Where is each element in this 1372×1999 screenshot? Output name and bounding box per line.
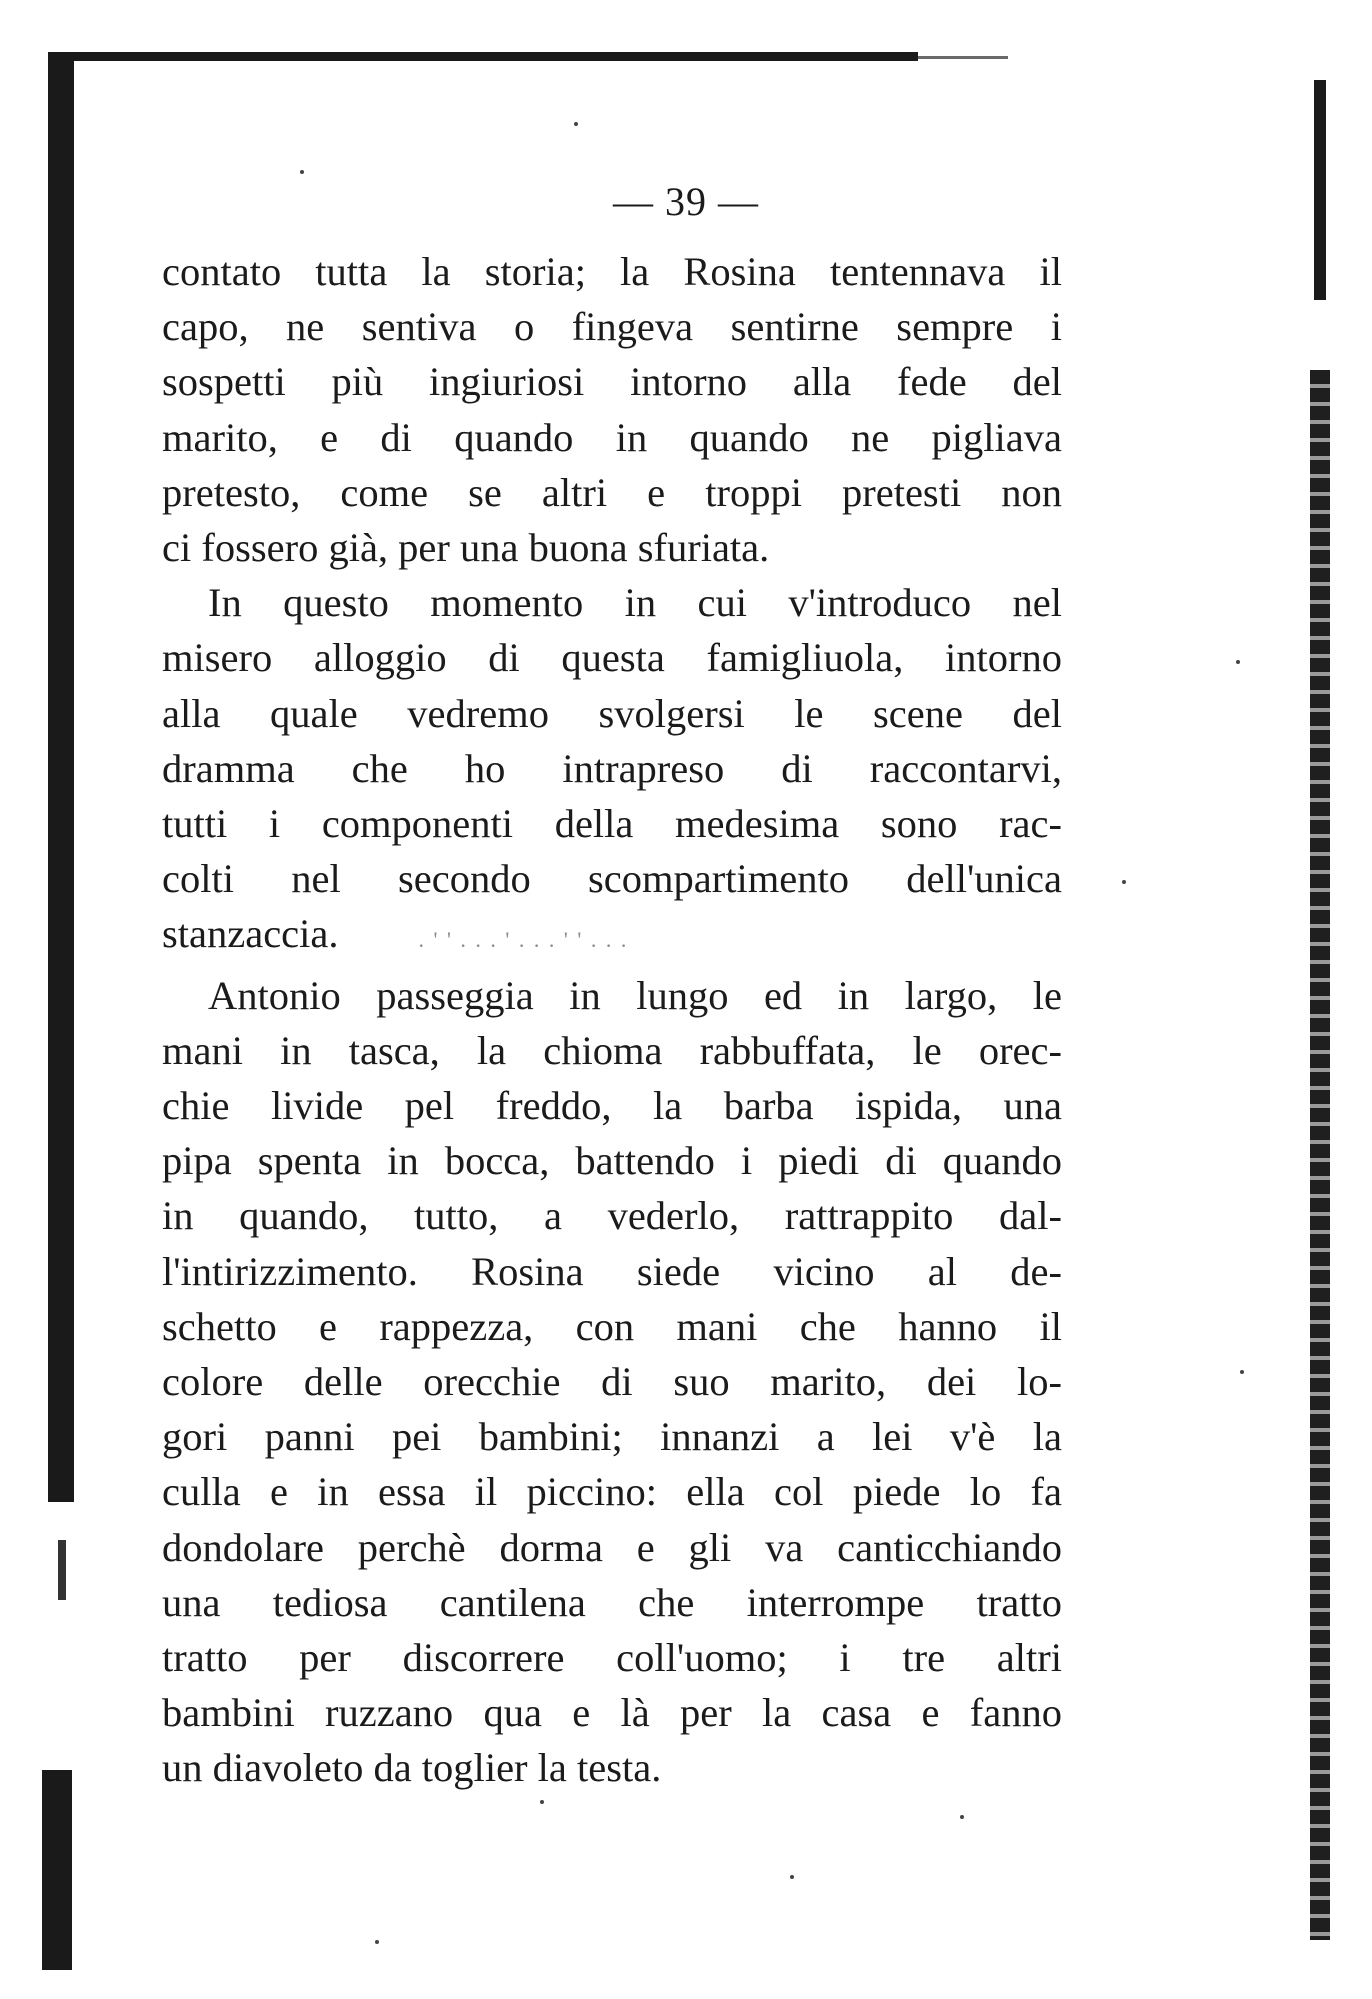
- text-line: marito, e di quando in quando ne pigliava: [162, 414, 1062, 460]
- scan-speck: [960, 1815, 964, 1819]
- scan-border-left-speck: [58, 1540, 66, 1600]
- scan-speck: [300, 170, 304, 174]
- text-line: dondolare perchè dorma e gli va canticchiando: [162, 1524, 1062, 1570]
- text-line: pipa spenta in bocca, battendo i piedi di quando: [162, 1138, 1062, 1184]
- text-line-content: stanzaccia.: [162, 911, 339, 957]
- text-line: misero alloggio di questa famigliuola, intorno: [162, 635, 1062, 681]
- scan-border-left-lower: [42, 1770, 72, 1970]
- text-line: dramma che ho intrapreso di raccontarvi,: [162, 745, 1062, 791]
- text-line: colti nel secondo scompartimento dell'unica: [162, 856, 1062, 902]
- text-line: ci fossero già, per una buona sfuriata.: [162, 525, 770, 571]
- scan-border-left: [48, 52, 74, 1502]
- scan-speck: [790, 1875, 794, 1879]
- text-line: l'intirizzimento. Rosina siede vicino al de-: [162, 1248, 1062, 1294]
- text-line: tratto per discorrere coll'uomo; i tre altri: [162, 1635, 1062, 1681]
- text-line: capo, ne sentiva o fingeva sentirne sempre i: [162, 304, 1062, 350]
- paragraph-2: [162, 575, 1062, 967]
- text-line: alla quale vedremo svolgersi le scene del: [162, 690, 1062, 736]
- scan-border-top: [48, 52, 918, 61]
- body-text: [162, 244, 1062, 1796]
- scan-noise: . ' ' . . . ' . . . ' ' . . .: [418, 927, 629, 953]
- text-line: una tediosa cantilena che interrompe tratto: [162, 1579, 1062, 1625]
- paragraph-3: [162, 968, 1062, 1796]
- text-line: un diavoleto da toglier la testa.: [162, 1745, 662, 1791]
- text-line: sospetti più ingiuriosi intorno alla fede del: [162, 359, 1062, 405]
- text-line: culla e in essa il piccino: ella col piede lo fa: [162, 1469, 1062, 1515]
- text-line: bambini ruzzano qua e là per la casa e fanno: [162, 1690, 1062, 1736]
- text-line: Antonio passeggia in lungo ed in largo, le: [208, 972, 1062, 1018]
- scan-speck: [1236, 660, 1240, 664]
- text-line: in quando, tutto, a vederlo, rattrappito dal-: [162, 1193, 1062, 1239]
- text-line: [162, 906, 1062, 967]
- text-line: mani in tasca, la chioma rabbuffata, le orec-: [162, 1027, 1062, 1073]
- text-line: pretesto, come se altri e troppi pretesti non: [162, 469, 1062, 515]
- scan-speck: [540, 1800, 544, 1804]
- paragraph-1: [162, 244, 1062, 575]
- scan-border-right-lower: [1310, 370, 1330, 1940]
- scan-speck: [375, 1940, 379, 1944]
- scan-border-top-fade: [918, 56, 1008, 59]
- text-line: schetto e rappezza, con mani che hanno il: [162, 1303, 1062, 1349]
- text-line: colore delle orecchie di suo marito, dei lo-: [162, 1359, 1062, 1405]
- text-line: contato tutta la storia; la Rosina tentennava il: [162, 249, 1062, 294]
- page-number: — 39 —: [613, 179, 759, 224]
- scan-speck: [1122, 880, 1126, 884]
- scan-speck: [1240, 1370, 1244, 1374]
- scan-speck: [574, 122, 578, 126]
- text-line: tutti i componenti della medesima sono rac-: [162, 801, 1062, 847]
- text-line: chie livide pel freddo, la barba ispida, una: [162, 1083, 1062, 1129]
- text-line: In questo momento in cui v'introduco nel: [208, 580, 1062, 626]
- text-line: gori panni pei bambini; innanzi a lei v'è la: [162, 1414, 1062, 1460]
